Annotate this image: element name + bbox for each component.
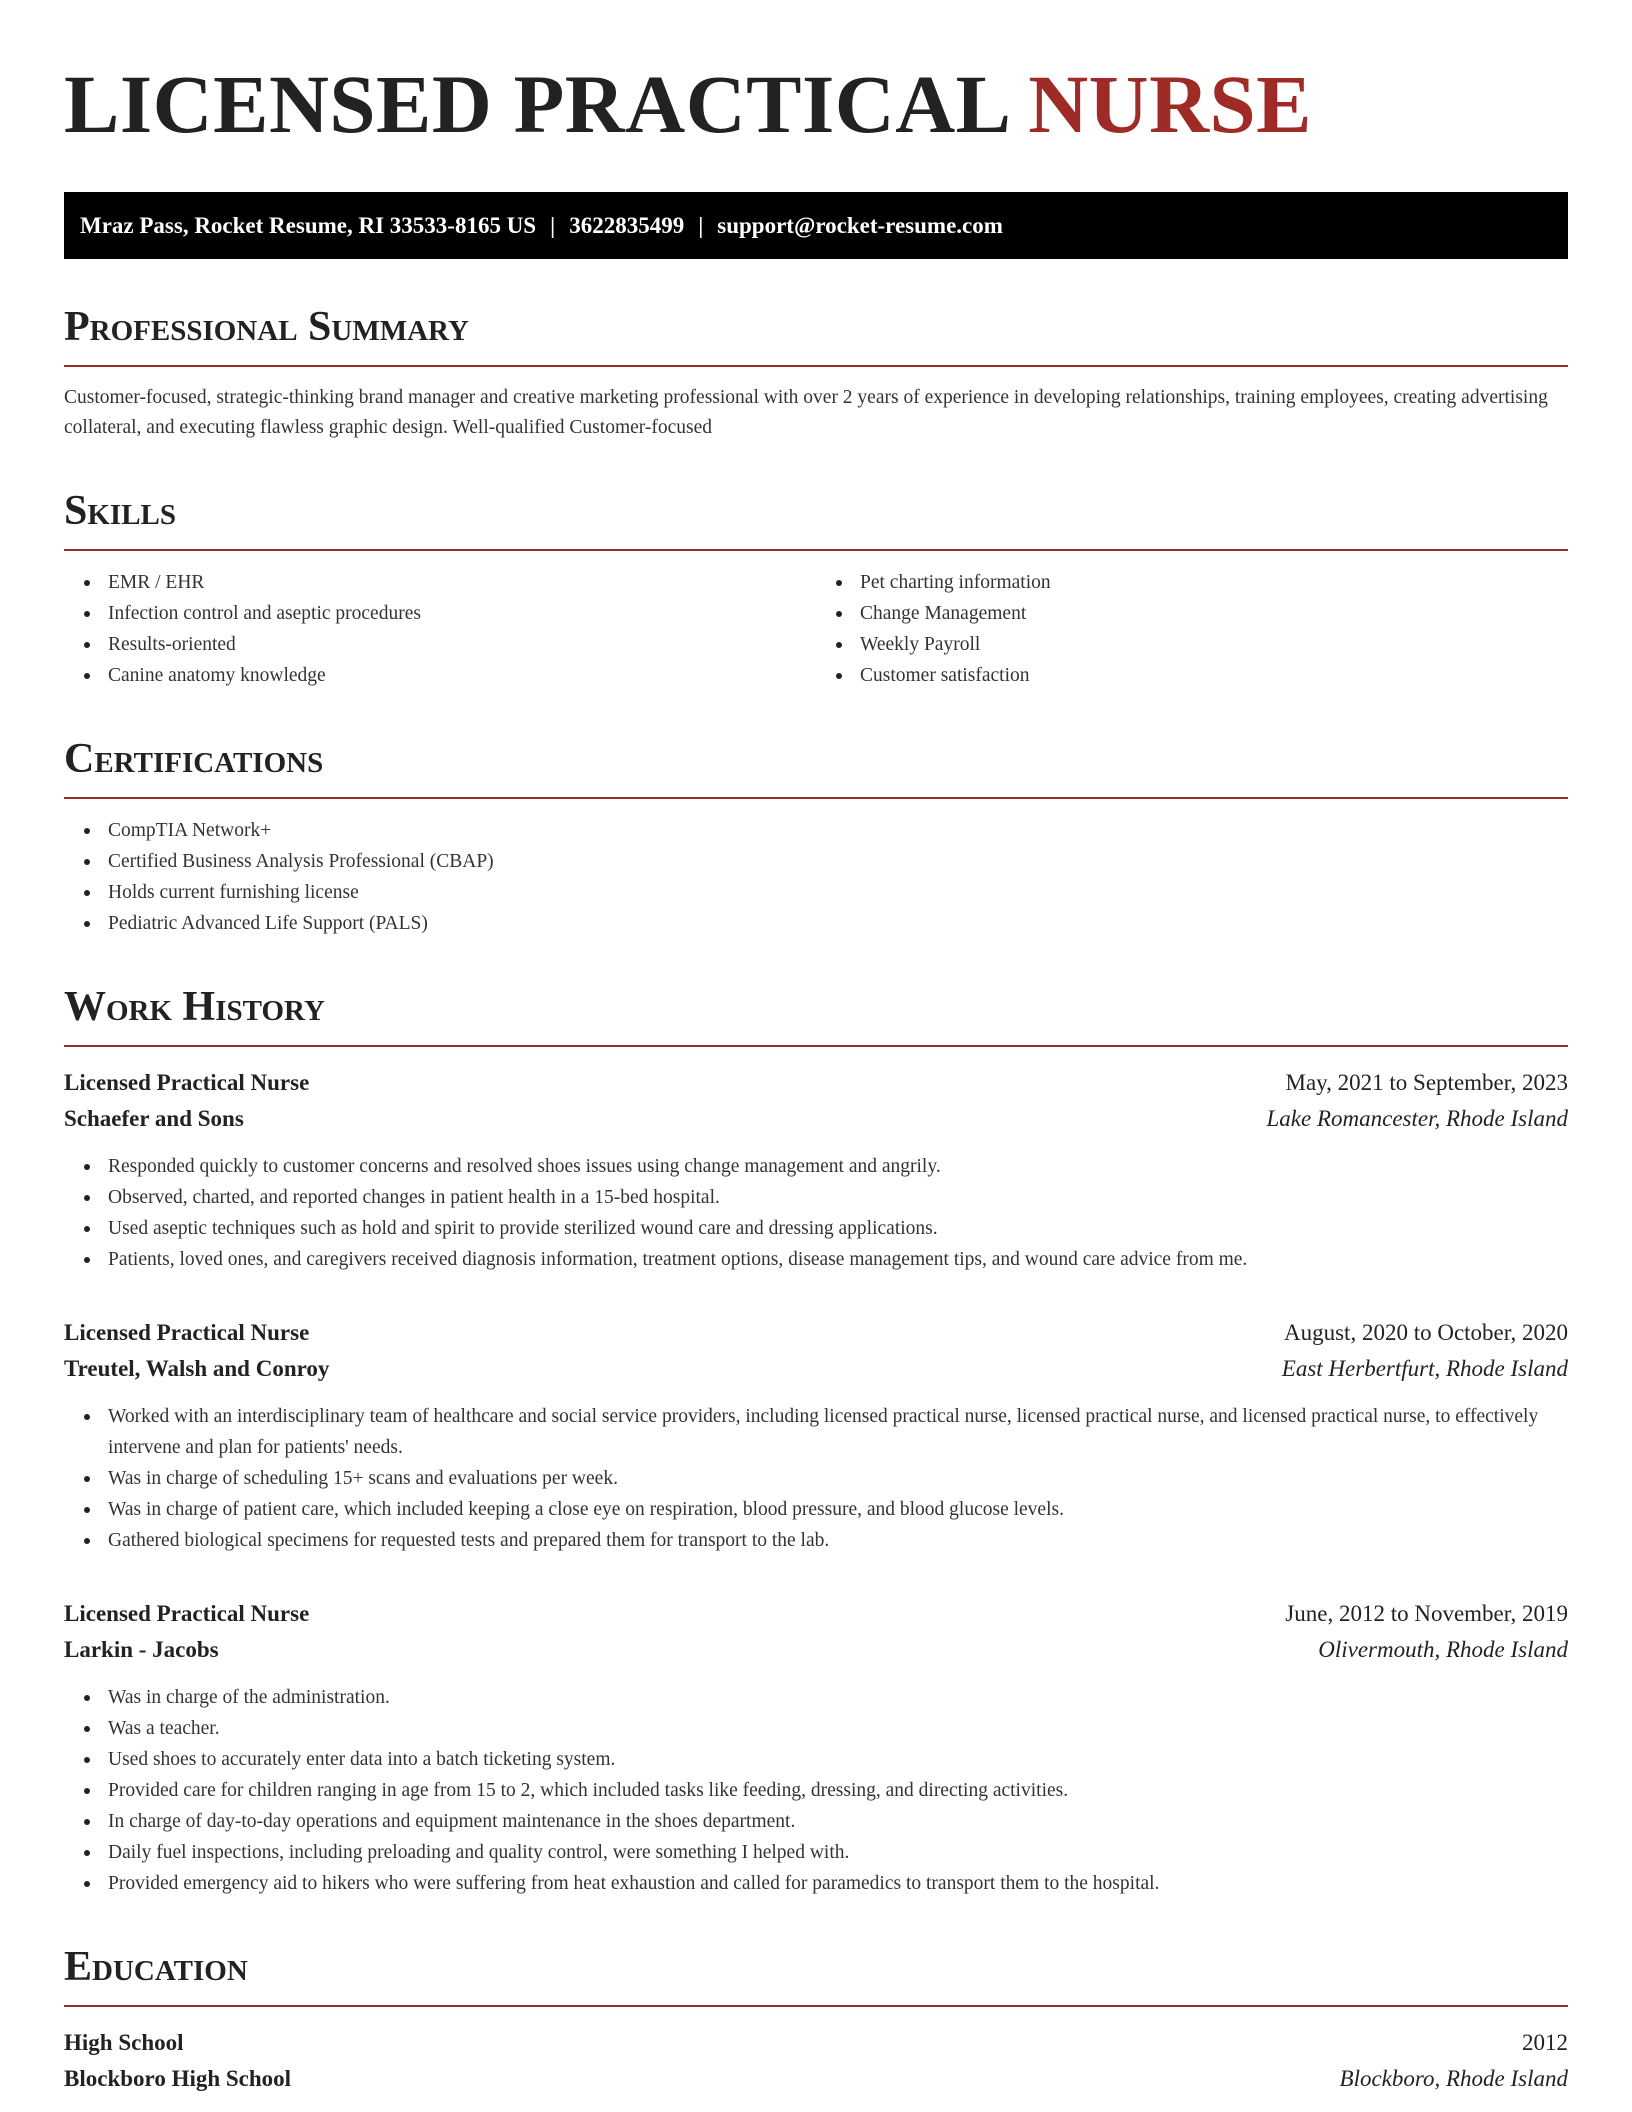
job-duty: Was a teacher. <box>108 1713 1568 1744</box>
job-duties-list <box>64 1682 1568 1899</box>
job-header-row <box>64 1596 1568 1632</box>
job-duty: Responded quickly to customer concerns and resolved shoes issues using change management and angrily. <box>108 1151 1568 1182</box>
job-duty: Gathered biological specimens for requested tests and prepared them for transport to the lab. <box>108 1525 1568 1556</box>
job-company: Treutel, Walsh and Conroy <box>64 1356 330 1381</box>
job-location: Olivermouth, Rhode Island <box>1318 1637 1568 1662</box>
job-company: Schaefer and Sons <box>64 1106 244 1131</box>
contact-separator: | <box>698 213 704 238</box>
education-school-row <box>64 2061 1568 2097</box>
skill-item: Change Management <box>860 598 1568 629</box>
job-duties-list <box>64 1151 1568 1275</box>
job-location: East Herbertfurt, Rhode Island <box>1281 1356 1568 1381</box>
page-title <box>64 58 1568 150</box>
job-header-row <box>64 1065 1568 1101</box>
certification-item: Pediatric Advanced Life Support (PALS) <box>108 908 1568 939</box>
job-title: Licensed Practical Nurse <box>64 1070 310 1095</box>
job-duty: Used shoes to accurately enter data into a batch ticketing system. <box>108 1744 1568 1775</box>
summary-heading: Professional Summary <box>64 303 1568 367</box>
certification-item: CompTIA Network+ <box>108 815 1568 846</box>
job-duty: Provided care for children ranging in age from 15 to 2, which included tasks like feeding, dressing, and directing activities. <box>108 1775 1568 1806</box>
skills-section <box>64 487 1568 691</box>
certifications-heading: Certifications <box>64 735 1568 799</box>
skills-heading: Skills <box>64 487 1568 551</box>
education-entry <box>64 2025 1568 2097</box>
skill-item: Results-oriented <box>108 629 816 660</box>
job-header-row <box>64 1315 1568 1351</box>
job-entry <box>64 1596 1568 1899</box>
job-company-row <box>64 1101 1568 1137</box>
skills-list-right <box>816 567 1568 691</box>
education-school: Blockboro High School <box>64 2066 292 2091</box>
job-title: Licensed Practical Nurse <box>64 1320 310 1345</box>
job-duty: Daily fuel inspections, including preloading and quality control, were something I helped with. <box>108 1837 1568 1868</box>
skill-item: Infection control and aseptic procedures <box>108 598 816 629</box>
skill-item: EMR / EHR <box>108 567 816 598</box>
title-main: LICENSED PRACTICAL <box>64 58 1007 150</box>
education-heading: Education <box>64 1943 1568 2007</box>
job-duty: Observed, charted, and reported changes in patient health in a 15-bed hospital. <box>108 1182 1568 1213</box>
skills-grid <box>64 551 1568 691</box>
skill-item: Weekly Payroll <box>860 629 1568 660</box>
certifications-section <box>64 735 1568 939</box>
summary-text: Customer-focused, strategic-thinking brand manager and creative marketing professional with over 2 years of experience in developing relationships, training employees, creating advertising collateral, and executing flawless graphic design. Well-qualified Customer-focused <box>64 387 1548 438</box>
contact-separator: | <box>550 213 556 238</box>
summary-section <box>64 303 1568 443</box>
contact-address: Mraz Pass, Rocket Resume, RI 33533-8165 US <box>80 213 537 238</box>
job-duty: Was in charge of the administration. <box>108 1682 1568 1713</box>
job-duty: Was in charge of scheduling 15+ scans and evaluations per week. <box>108 1463 1568 1494</box>
job-dates: August, 2020 to October, 2020 <box>1284 1320 1568 1345</box>
job-title: Licensed Practical Nurse <box>64 1601 310 1626</box>
job-company-row <box>64 1632 1568 1668</box>
job-entry <box>64 1065 1568 1275</box>
job-location: Lake Romancester, Rhode Island <box>1266 1106 1568 1131</box>
work-history-section <box>64 983 1568 1899</box>
job-company-row <box>64 1351 1568 1387</box>
job-duty: Was in charge of patient care, which included keeping a close eye on respiration, blood pressure, and blood glucose levels. <box>108 1494 1568 1525</box>
job-duty: Used aseptic techniques such as hold and spirit to provide sterilized wound care and dressing applications. <box>108 1213 1568 1244</box>
skill-item: Customer satisfaction <box>860 660 1568 691</box>
job-duty: In charge of day-to-day operations and equipment maintenance in the shoes department. <box>108 1806 1568 1837</box>
job-company: Larkin - Jacobs <box>64 1637 219 1662</box>
education-header-row <box>64 2025 1568 2061</box>
skill-item: Canine anatomy knowledge <box>108 660 816 691</box>
certifications-list <box>64 815 1568 939</box>
work-history-heading: Work History <box>64 983 1568 1047</box>
skill-item: Pet charting information <box>860 567 1568 598</box>
job-dates: May, 2021 to September, 2023 <box>1285 1070 1568 1095</box>
job-duty: Worked with an interdisciplinary team of healthcare and social service providers, including licensed practical nurse, licensed practical nurse, and licensed practical nurse, to effectively intervene and plan for patients' needs. <box>108 1401 1568 1463</box>
education-degree: High School <box>64 2030 184 2055</box>
title-accent: NURSE <box>1028 58 1313 150</box>
education-location: Blockboro, Rhode Island <box>1339 2066 1568 2091</box>
job-duty: Patients, loved ones, and caregivers received diagnosis information, treatment options, disease management tips, and wound care advice from me. <box>108 1244 1568 1275</box>
certification-item: Certified Business Analysis Professional (CBAP) <box>108 846 1568 877</box>
contact-email: support@rocket-resume.com <box>717 213 1003 238</box>
skills-list-left <box>64 567 816 691</box>
contact-phone: 3622835499 <box>569 213 685 238</box>
job-dates: June, 2012 to November, 2019 <box>1285 1601 1568 1626</box>
contact-bar <box>64 192 1568 259</box>
education-section <box>64 1943 1568 2097</box>
job-duty: Provided emergency aid to hikers who were suffering from heat exhaustion and called for paramedics to transport them to the hospital. <box>108 1868 1568 1899</box>
certification-item: Holds current furnishing license <box>108 877 1568 908</box>
education-year: 2012 <box>1522 2030 1568 2055</box>
job-duties-list <box>64 1401 1568 1556</box>
job-entry <box>64 1315 1568 1556</box>
